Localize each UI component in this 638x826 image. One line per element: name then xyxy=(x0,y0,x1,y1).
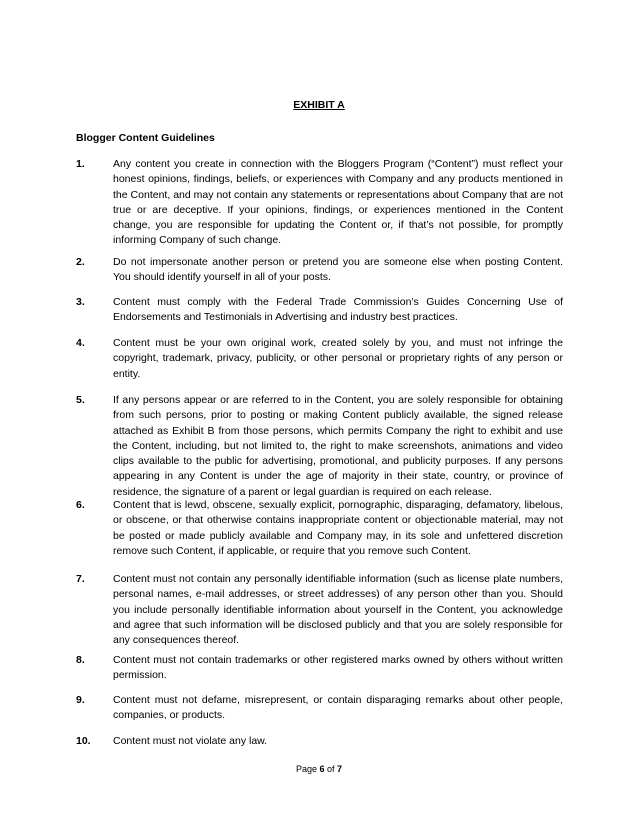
guideline-item-8 xyxy=(76,653,563,684)
exhibit-title: EXHIBIT A xyxy=(293,99,345,111)
guideline-item-5 xyxy=(76,393,563,500)
page-separator: of xyxy=(327,764,335,774)
guideline-item-9 xyxy=(76,693,563,724)
item-text: Content must not defame, misrepresent, or contain disparaging remarks about other people, companies, or products. xyxy=(113,694,563,722)
item-number: 10. xyxy=(76,735,91,747)
item-number: 3. xyxy=(76,296,85,308)
item-number: 5. xyxy=(76,394,85,406)
guideline-item-6 xyxy=(76,498,563,559)
guideline-item-3 xyxy=(76,295,563,326)
current-page-number: 6 xyxy=(319,764,325,774)
item-text: Content must be your own original work, created solely by you, and must not infringe the copyright, trademark, privacy, publicity, or other personal or proprietary rights of any person or entity. xyxy=(113,337,563,380)
total-page-count: 7 xyxy=(337,764,343,774)
item-number: 2. xyxy=(76,256,85,268)
item-text: Content must comply with the Federal Trade Commission’s Guides Concerning Use of Endorsements and Testimonials in Advertising and industry best practices. xyxy=(113,296,563,324)
guideline-item-4 xyxy=(76,336,563,382)
guideline-item-7 xyxy=(76,572,563,648)
item-text: If any persons appear or are referred to in the Content, you are solely responsible for obtaining from such persons, prior to posting or making Content publicly available, the signed release attached as Exhibit B from those persons, which permits Company the right to exhibit and use the Content, including, but not limited to, the right to make screenshots, animations and video clips available to the public for advertising, promotional, and publicity purposes. If any persons appearing in any Content is under the age of majority in their state, country, or province of residence, the signature of a parent or legal guardian is required on each release. xyxy=(113,394,563,498)
section-heading: Blogger Content Guidelines xyxy=(76,132,215,144)
item-number: 8. xyxy=(76,654,85,666)
item-text: Content must not violate any law. xyxy=(113,735,268,747)
page-footer xyxy=(0,763,638,775)
guideline-item-1 xyxy=(76,157,563,249)
item-text: Do not impersonate another person or pretend you are someone else when posting Content. You should identify yourself in all of your posts. xyxy=(113,256,563,284)
guideline-item-10 xyxy=(76,734,563,749)
item-number: 4. xyxy=(76,337,85,349)
item-text: Content must not contain any personally identifiable information (such as license plate numbers, personal names, e-mail addresses, or street addresses) of any person other than you. Should you include personally identifiable information about yourself in the Content, you acknowledge and agree that such information will be disclosed publicly and that you are solely responsible for any consequences thereof. xyxy=(113,573,563,647)
item-text: Content that is lewd, obscene, sexually explicit, pornographic, disparaging, defamatory, libelous, or obscene, or that otherwise contains inappropriate content or objectionable material, may not be posted or made publicly available and Company may, in its sole and unfettered discretion remove such Content, if applicable, or require that you remove such Content. xyxy=(113,499,563,557)
item-number: 6. xyxy=(76,499,85,511)
item-number: 7. xyxy=(76,573,85,585)
guideline-item-2 xyxy=(76,255,563,286)
item-number: 1. xyxy=(76,158,85,170)
item-text: Content must not contain trademarks or other registered marks owned by others without written permission. xyxy=(113,654,563,682)
item-text: Any content you create in connection with the Bloggers Program (“Content”) must reflect your honest opinions, findings, beliefs, or experiences with Company and any products mentioned in the Content, and may not contain any statements or representations about Company that are not true or are deceptive. If your opinions, findings, or experiences mentioned in the Content change, you are responsible for updating the Content or, if that’s not possible, for promptly informing Company of such change. xyxy=(113,158,563,247)
item-number: 9. xyxy=(76,694,85,706)
page-label: Page xyxy=(295,764,317,774)
